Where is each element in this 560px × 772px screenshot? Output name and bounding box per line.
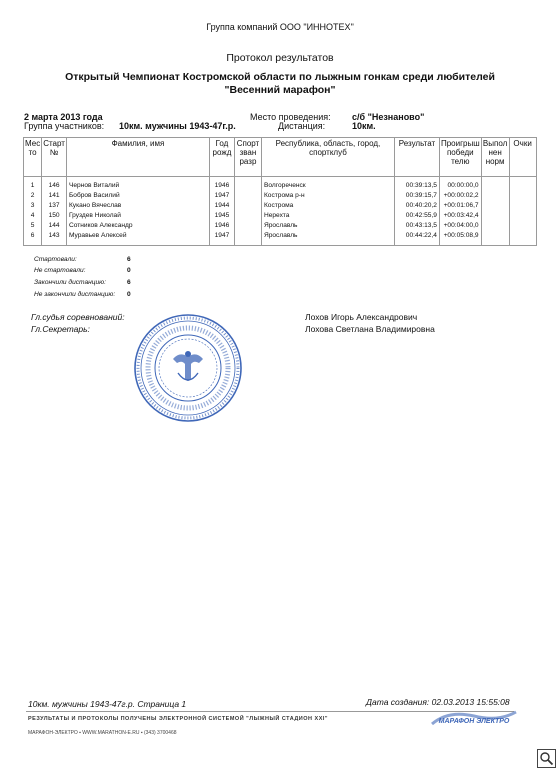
table-row: [24, 231, 537, 241]
cell-rank: [234, 221, 261, 231]
table-row: [24, 211, 537, 221]
venue-label: Место проведения:: [250, 112, 331, 122]
table-row: [24, 181, 537, 191]
cell-gap: +00:00:02,2: [439, 191, 481, 201]
cell-points: [509, 181, 536, 191]
col-name-header: Фамилия, имя: [66, 138, 209, 177]
table-row: [24, 221, 537, 231]
cell-bib: 141: [42, 191, 67, 201]
table-spacer-row: [24, 241, 537, 246]
footer-created-date: Дата создания: 02.03.2013 15:55:08: [366, 697, 510, 707]
cell-bib: 146: [42, 181, 67, 191]
venue-value: с/б "Незнаново": [352, 112, 425, 122]
cell-name: Чернов Виталий: [66, 181, 209, 191]
logo-text: МАРАФОН ЭЛЕКТРО: [438, 718, 510, 725]
event-date: 2 марта 2013 года: [24, 112, 103, 122]
cell-bib: 150: [42, 211, 67, 221]
cell-name: Бобров Василий: [66, 191, 209, 201]
col-points-header: Очки: [509, 138, 536, 177]
official-stamp: [133, 313, 243, 423]
group-label: Группа участников:: [24, 121, 105, 131]
col-club-header: Республика, область, город, спортклуб: [261, 138, 394, 177]
cell-club: Кострома р-н: [261, 191, 394, 201]
cell-club: Ярославль: [261, 231, 394, 241]
cell-points: [509, 231, 536, 241]
cell-points: [509, 191, 536, 201]
cell-year: 1945: [209, 211, 234, 221]
cell-name: Сотников Александр: [66, 221, 209, 231]
cell-rank: [234, 201, 261, 211]
cell-gap: +00:05:08,9: [439, 231, 481, 241]
cell-bib: 137: [42, 201, 67, 211]
cell-place: 4: [24, 211, 42, 221]
cell-bib: 143: [42, 231, 67, 241]
table-row: [24, 201, 537, 211]
cell-bib: 144: [42, 221, 67, 231]
cell-points: [509, 201, 536, 211]
official-role: Гл.судья соревнований:: [31, 312, 125, 322]
marathon-logo: [428, 708, 520, 730]
cell-norm: [481, 181, 509, 191]
cell-place: 6: [24, 231, 42, 241]
official-role: Гл.Секретарь:: [31, 324, 90, 334]
official-name: Лохов Игорь Александрович: [305, 312, 418, 322]
results-table: [23, 137, 537, 246]
group-value: 10км. мужчины 1943-47г.р.: [119, 121, 236, 131]
stat-label: Стартовали:: [34, 256, 77, 263]
cell-year: 1946: [209, 221, 234, 231]
col-place-header: Мес то: [24, 138, 42, 177]
cell-gap: +00:01:06,7: [439, 201, 481, 211]
cell-result: 00:44:22,4: [394, 231, 439, 241]
distance-label: Дистанция:: [278, 121, 326, 131]
cell-club: Волгореченск: [261, 181, 394, 191]
cell-points: [509, 211, 536, 221]
cell-norm: [481, 221, 509, 231]
cell-points: [509, 221, 536, 231]
cell-club: Нерехта: [261, 211, 394, 221]
cell-place: 1: [24, 181, 42, 191]
cell-rank: [234, 181, 261, 191]
cell-result: 00:42:55,9: [394, 211, 439, 221]
footer-page-info: 10км. мужчины 1943-47г.р. Страница 1: [28, 699, 187, 709]
col-year-header: Год рожд: [209, 138, 234, 177]
cell-rank: [234, 231, 261, 241]
stat-label: Не стартовали:: [34, 267, 86, 274]
cell-name: Груздев Николай: [66, 211, 209, 221]
col-gap-header: Проигрыш победи телю: [439, 138, 481, 177]
col-rank-header: Спорт зван разр: [234, 138, 261, 177]
cell-name: Муравьев Алексей: [66, 231, 209, 241]
cell-year: 1944: [209, 201, 234, 211]
company-name: Группа компаний ООО "ИННОТЕХ": [206, 22, 354, 32]
cell-result: 00:40:20,2: [394, 201, 439, 211]
cell-norm: [481, 211, 509, 221]
magnifier-icon[interactable]: [537, 749, 556, 768]
cell-gap: +00:03:42,4: [439, 211, 481, 221]
protocol-title: Протокол результатов: [226, 52, 334, 64]
footer-contact: МАРАФОН-ЭЛЕКТРО ▪ WWW.MARATHON-E.RU ▪ (343) 3700468: [28, 730, 177, 736]
official-name: Лохова Светлана Владимировна: [305, 324, 435, 334]
cell-year: 1947: [209, 231, 234, 241]
cell-norm: [481, 231, 509, 241]
cell-rank: [234, 211, 261, 221]
cell-result: 00:39:13,5: [394, 181, 439, 191]
stat-label: Закончили дистанцию:: [34, 279, 106, 286]
table-row: [24, 191, 537, 201]
col-result-header: Результат: [394, 138, 439, 177]
cell-norm: [481, 201, 509, 211]
table-header-row: [24, 138, 537, 177]
cell-result: 00:43:13,5: [394, 221, 439, 231]
cell-year: 1946: [209, 181, 234, 191]
col-norm-header: Выпол нен норм: [481, 138, 509, 177]
distance-value: 10км.: [352, 121, 376, 131]
cell-club: Кострома: [261, 201, 394, 211]
event-title: Открытый Чемпионат Костромской области по лыжным гонкам среди любителей "Весенний марафон": [65, 71, 495, 96]
cell-place: 5: [24, 221, 42, 231]
cell-club: Ярославль: [261, 221, 394, 231]
footer-credit: РЕЗУЛЬТАТЫ И ПРОТОКОЛЫ ПОЛУЧЕНЫ ЭЛЕКТРОННОЙ СИСТЕМОЙ "ЛЫЖНЫЙ СТАДИОН XXI": [28, 716, 328, 722]
cell-year: 1947: [209, 191, 234, 201]
cell-place: 2: [24, 191, 42, 201]
stat-value: 6: [127, 279, 131, 286]
cell-gap: +00:04:00,0: [439, 221, 481, 231]
stat-value: 0: [127, 267, 131, 274]
cell-place: 3: [24, 201, 42, 211]
cell-result: 00:39:15,7: [394, 191, 439, 201]
stat-label: Не закончили дистанцию:: [34, 291, 116, 298]
stat-value: 6: [127, 256, 131, 263]
cell-rank: [234, 191, 261, 201]
cell-gap: 00:00:00,0: [439, 181, 481, 191]
cell-name: Кукано Вячеслав: [66, 201, 209, 211]
stat-value: 0: [127, 291, 131, 298]
col-bib-header: Старт №: [42, 138, 67, 177]
cell-norm: [481, 191, 509, 201]
